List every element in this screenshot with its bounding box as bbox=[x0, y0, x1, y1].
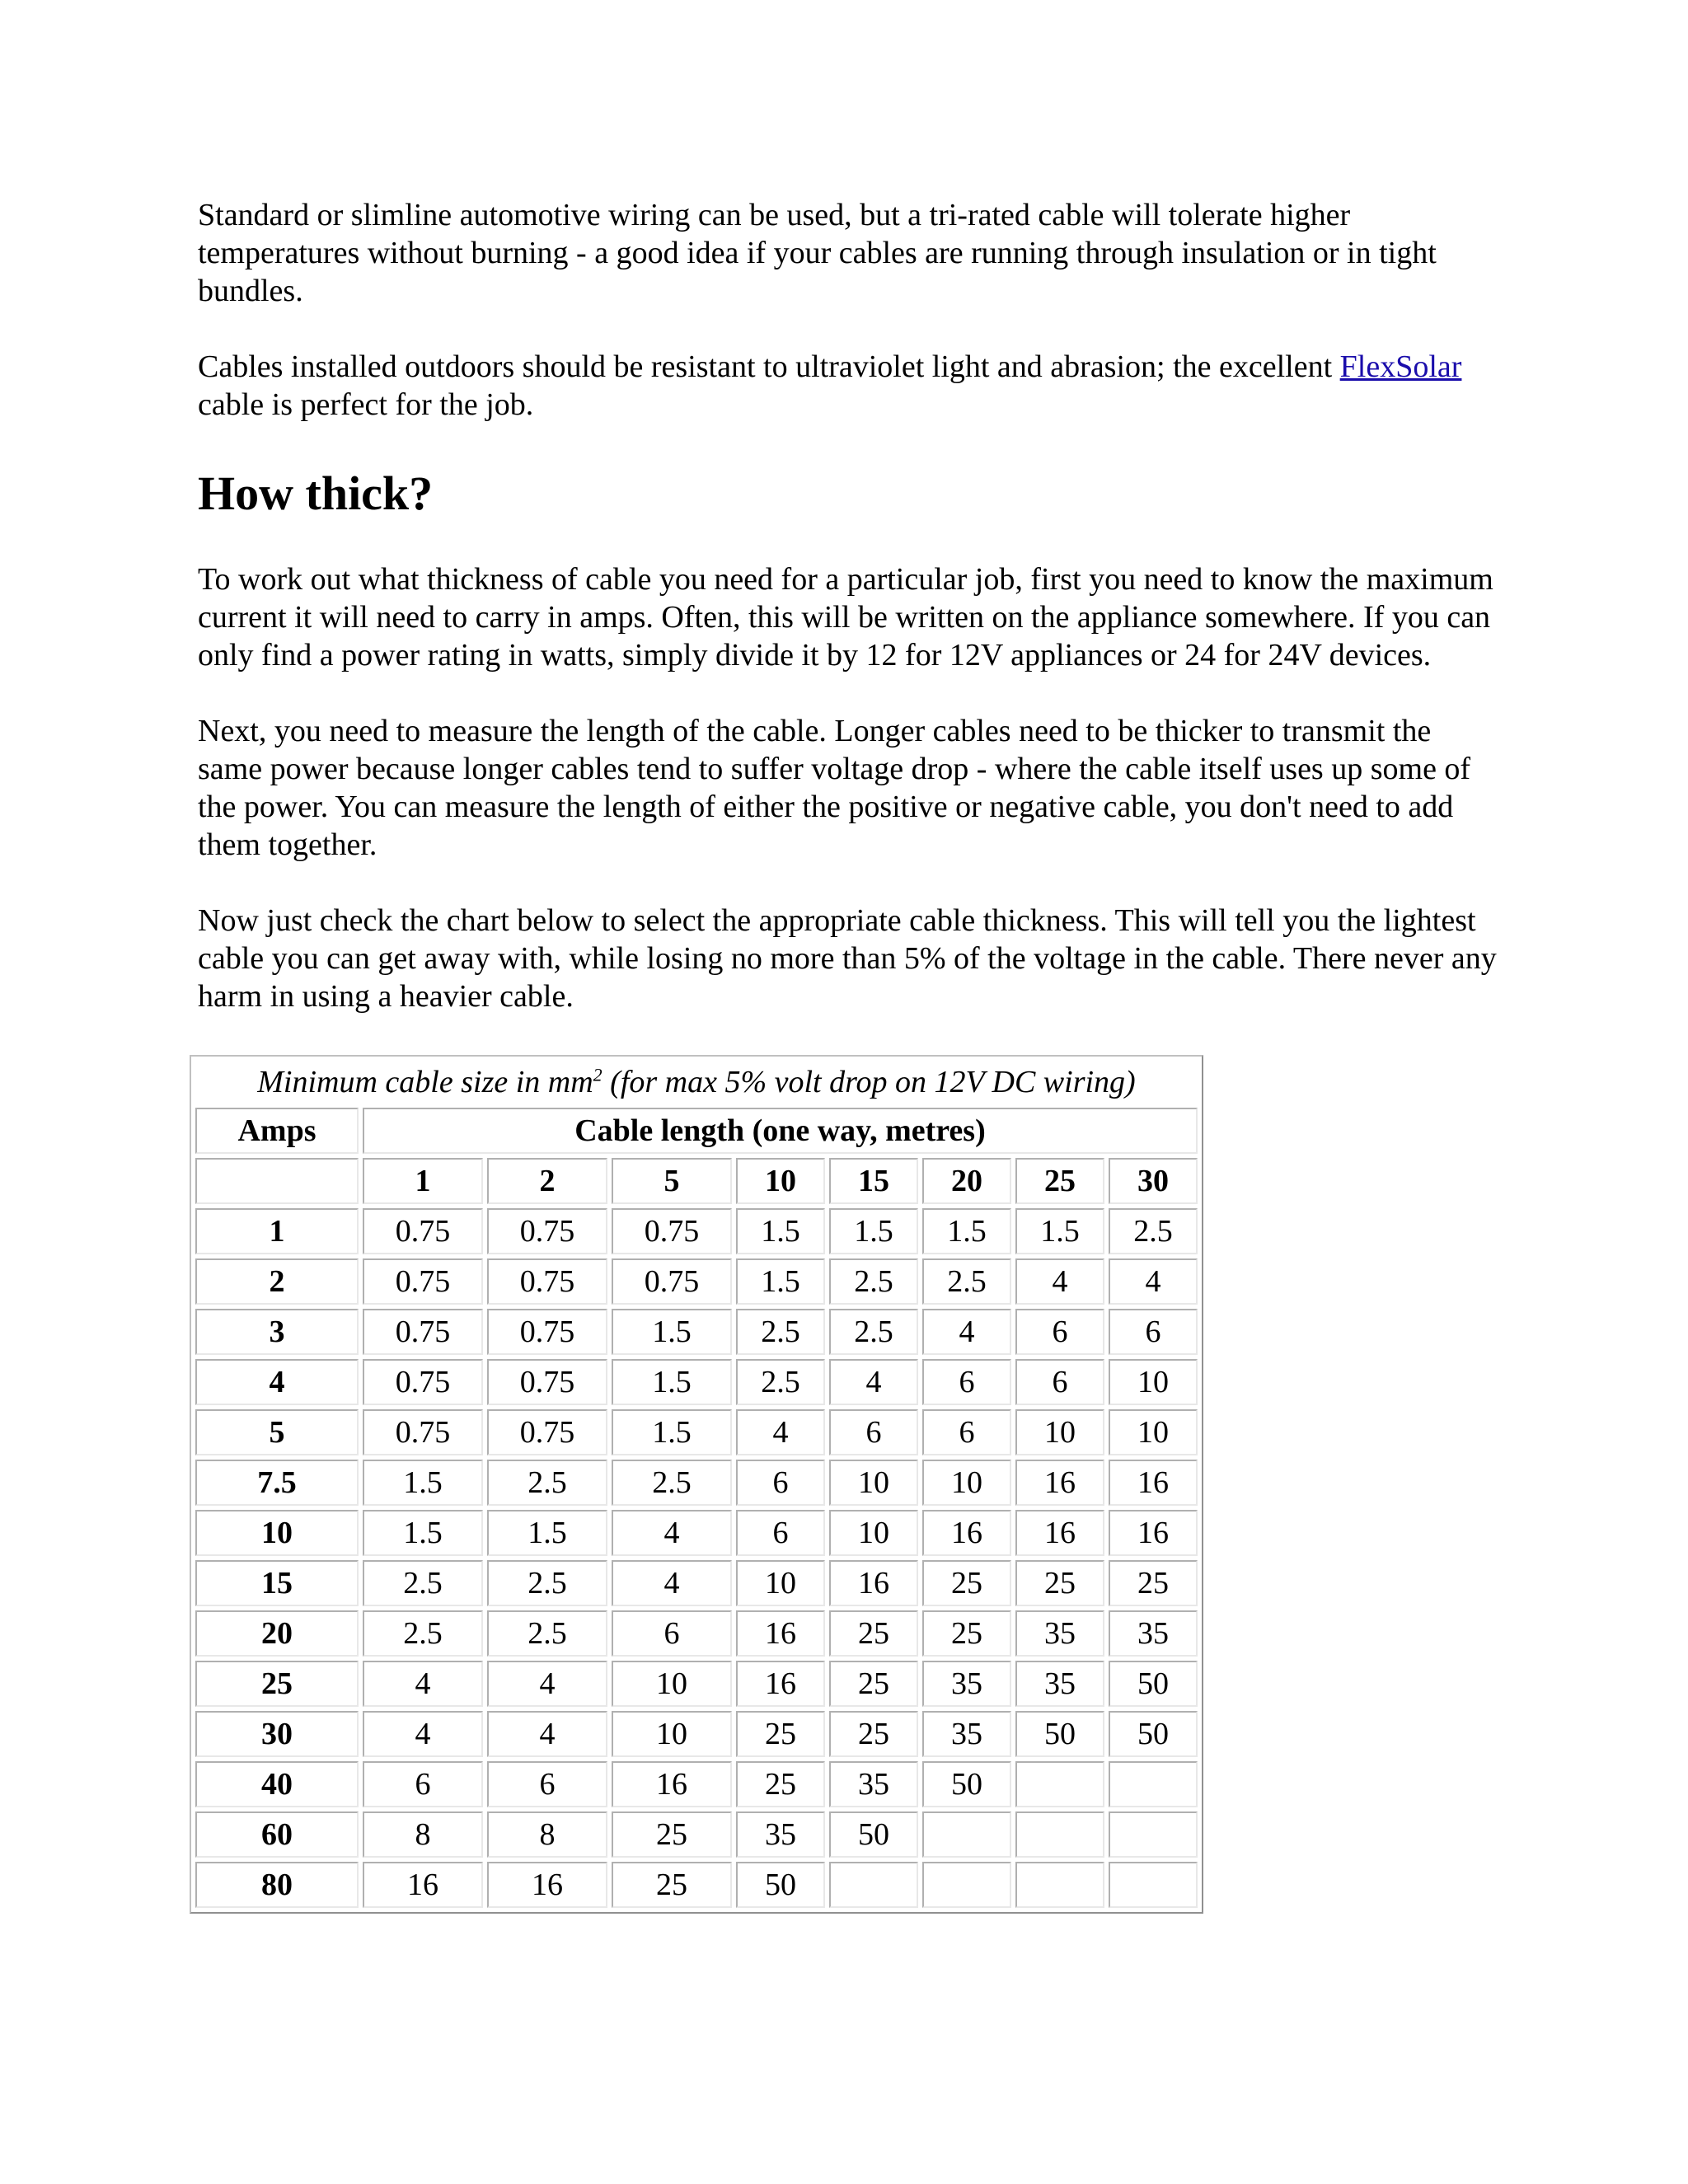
cable-size-cell: 35 bbox=[1015, 1610, 1104, 1657]
cable-size-cell: 2.5 bbox=[829, 1309, 918, 1355]
cable-size-cell: 10 bbox=[1109, 1359, 1198, 1405]
paragraph-wiring-types: Standard or slimline automotive wiring can be used, but a tri-rated cable will tolerate higher temperatures without burning - a good idea if your cables are running through insulation or in tight bundles. bbox=[198, 198, 1437, 308]
cable-size-cell: 2.5 bbox=[736, 1309, 825, 1355]
table-title-superscript: 2 bbox=[593, 1064, 603, 1085]
cable-size-cell: 35 bbox=[922, 1661, 1011, 1707]
cable-size-cell: 50 bbox=[922, 1761, 1011, 1807]
cable-size-cell: 35 bbox=[922, 1711, 1011, 1757]
cable-size-cell: 16 bbox=[829, 1560, 918, 1606]
paragraph-outdoor-cables bbox=[198, 348, 1500, 424]
cable-size-cell bbox=[1015, 1862, 1104, 1908]
cable-size-cell: 25 bbox=[922, 1560, 1011, 1606]
length-header: Cable length (one way, metres) bbox=[363, 1108, 1198, 1154]
cable-size-cell: 1.5 bbox=[612, 1309, 732, 1355]
cable-size-cell: 0.75 bbox=[363, 1409, 483, 1455]
table-row bbox=[195, 1510, 1198, 1556]
length-column-header: 15 bbox=[829, 1158, 918, 1204]
amps-cell: 2 bbox=[195, 1258, 359, 1305]
table-row bbox=[195, 1761, 1198, 1807]
document-page bbox=[198, 196, 1500, 1914]
table-corner-cell bbox=[195, 1158, 359, 1204]
cable-size-cell: 6 bbox=[487, 1761, 607, 1807]
length-column-header: 5 bbox=[612, 1158, 732, 1204]
table-row bbox=[195, 1610, 1198, 1657]
amps-cell: 1 bbox=[195, 1208, 359, 1254]
cable-size-cell: 2.5 bbox=[487, 1460, 607, 1506]
cable-size-cell: 4 bbox=[612, 1510, 732, 1556]
cable-size-cell: 2.5 bbox=[736, 1359, 825, 1405]
table-row bbox=[195, 1409, 1198, 1455]
cable-size-cell: 25 bbox=[829, 1661, 918, 1707]
cable-size-cell: 8 bbox=[487, 1811, 607, 1858]
paragraph-current: To work out what thickness of cable you need for a particular job, first you need to know the maximum current it will need to carry in amps. Often, this will be written on the appliance somewhere. If you can only find a power rating in watts, simply divide it by 12 for 12V appliances or 24 for 24V devices. bbox=[198, 562, 1493, 673]
amps-cell: 40 bbox=[195, 1761, 359, 1807]
cable-size-cell: 35 bbox=[829, 1761, 918, 1807]
cable-size-cell: 4 bbox=[487, 1661, 607, 1707]
cable-size-cell: 4 bbox=[736, 1409, 825, 1455]
cable-size-cell: 2.5 bbox=[363, 1610, 483, 1657]
cable-size-cell: 6 bbox=[1109, 1309, 1198, 1355]
cable-size-cell: 10 bbox=[612, 1661, 732, 1707]
cable-size-cell: 2.5 bbox=[487, 1560, 607, 1606]
amps-cell: 30 bbox=[195, 1711, 359, 1757]
cable-size-cell: 1.5 bbox=[736, 1258, 825, 1305]
cable-size-cell: 16 bbox=[1109, 1510, 1198, 1556]
cable-size-cell: 1.5 bbox=[487, 1510, 607, 1556]
amps-cell: 60 bbox=[195, 1811, 359, 1858]
cable-size-cell: 16 bbox=[612, 1761, 732, 1807]
cable-size-cell: 25 bbox=[829, 1610, 918, 1657]
cable-size-cell: 10 bbox=[612, 1711, 732, 1757]
cable-size-cell: 0.75 bbox=[363, 1258, 483, 1305]
cable-size-cell: 10 bbox=[922, 1460, 1011, 1506]
length-column-header: 1 bbox=[363, 1158, 483, 1204]
paragraph-chart-instructions: Now just check the chart below to select the appropriate cable thickness. This will tell you the lightest cable you can get away with, while losing no more than 5% of the voltage in the cable. There never any harm in using a heavier cable. bbox=[198, 903, 1497, 1014]
length-column-header: 25 bbox=[1015, 1158, 1104, 1204]
length-column-header: 2 bbox=[487, 1158, 607, 1204]
cable-size-cell: 0.75 bbox=[487, 1359, 607, 1405]
cable-size-cell bbox=[1109, 1862, 1198, 1908]
cable-size-cell: 6 bbox=[922, 1359, 1011, 1405]
paragraph-text: cable is perfect for the job. bbox=[198, 387, 534, 422]
cable-size-cell: 16 bbox=[1015, 1510, 1104, 1556]
cable-size-cell: 25 bbox=[1015, 1560, 1104, 1606]
length-column-header: 10 bbox=[736, 1158, 825, 1204]
cable-size-cell: 6 bbox=[1015, 1359, 1104, 1405]
amps-cell: 7.5 bbox=[195, 1460, 359, 1506]
cable-size-cell: 16 bbox=[1015, 1460, 1104, 1506]
cable-size-cell bbox=[1015, 1761, 1104, 1807]
cable-size-cell: 2.5 bbox=[612, 1460, 732, 1506]
cable-size-cell: 25 bbox=[736, 1711, 825, 1757]
cable-size-cell: 6 bbox=[736, 1510, 825, 1556]
cable-size-cell: 6 bbox=[922, 1409, 1011, 1455]
cable-size-cell: 0.75 bbox=[487, 1309, 607, 1355]
cable-size-cell: 10 bbox=[1015, 1409, 1104, 1455]
cable-size-cell: 10 bbox=[829, 1460, 918, 1506]
cable-size-cell: 2.5 bbox=[487, 1610, 607, 1657]
amps-cell: 3 bbox=[195, 1309, 359, 1355]
amps-cell: 80 bbox=[195, 1862, 359, 1908]
cable-size-cell: 0.75 bbox=[487, 1208, 607, 1254]
cable-size-cell: 4 bbox=[487, 1711, 607, 1757]
table-header-row bbox=[195, 1108, 1198, 1154]
cable-size-cell: 16 bbox=[487, 1862, 607, 1908]
cable-size-cell bbox=[1015, 1811, 1104, 1858]
cable-size-cell: 50 bbox=[1109, 1711, 1198, 1757]
length-column-header: 20 bbox=[922, 1158, 1011, 1204]
cable-size-cell: 0.75 bbox=[487, 1258, 607, 1305]
table-row bbox=[195, 1811, 1198, 1858]
cable-size-cell: 25 bbox=[736, 1761, 825, 1807]
cable-size-cell bbox=[1109, 1761, 1198, 1807]
cable-size-cell: 1.5 bbox=[612, 1409, 732, 1455]
table-row bbox=[195, 1711, 1198, 1757]
cable-size-cell: 1.5 bbox=[829, 1208, 918, 1254]
cable-size-cell: 10 bbox=[736, 1560, 825, 1606]
cable-size-cell: 2.5 bbox=[363, 1560, 483, 1606]
amps-header: Amps bbox=[195, 1108, 359, 1154]
cable-size-cell: 25 bbox=[612, 1811, 732, 1858]
cable-size-cell: 4 bbox=[363, 1711, 483, 1757]
amps-cell: 10 bbox=[195, 1510, 359, 1556]
cable-size-cell: 35 bbox=[1109, 1610, 1198, 1657]
cable-size-cell: 2.5 bbox=[829, 1258, 918, 1305]
table-row bbox=[195, 1460, 1198, 1506]
cable-size-cell: 0.75 bbox=[487, 1409, 607, 1455]
cable-size-cell: 4 bbox=[363, 1661, 483, 1707]
table-row bbox=[195, 1208, 1198, 1254]
table-row bbox=[195, 1258, 1198, 1305]
table-title-text: (for max 5% volt drop on 12V DC wiring) bbox=[602, 1065, 1136, 1099]
cable-size-cell: 0.75 bbox=[612, 1208, 732, 1254]
cable-size-cell bbox=[922, 1862, 1011, 1908]
cable-size-cell: 50 bbox=[829, 1811, 918, 1858]
table-title-row bbox=[195, 1061, 1198, 1104]
cable-size-cell: 6 bbox=[736, 1460, 825, 1506]
cable-size-cell: 1.5 bbox=[922, 1208, 1011, 1254]
cable-size-table bbox=[190, 1055, 1203, 1914]
cable-size-cell: 0.75 bbox=[363, 1208, 483, 1254]
cable-size-cell: 25 bbox=[612, 1862, 732, 1908]
table-row bbox=[195, 1359, 1198, 1405]
cable-size-cell: 25 bbox=[1109, 1560, 1198, 1606]
cable-size-cell: 8 bbox=[363, 1811, 483, 1858]
cable-size-cell: 10 bbox=[829, 1510, 918, 1556]
cable-size-cell: 6 bbox=[1015, 1309, 1104, 1355]
section-heading: How thick? bbox=[198, 466, 434, 520]
table-row bbox=[195, 1661, 1198, 1707]
paragraph-text: Cables installed outdoors should be resistant to ultraviolet light and abrasion; the excellent bbox=[198, 349, 1340, 384]
flexsolar-link[interactable]: FlexSolar bbox=[1339, 349, 1462, 384]
cable-size-cell: 35 bbox=[1015, 1661, 1104, 1707]
paragraph-length: Next, you need to measure the length of the cable. Longer cables need to be thicker to transmit the same power because longer cables tend to suffer voltage drop - where the cable itself uses up some of the power. You can measure the length of either the positive or negative cable, you don't need to add them together. bbox=[198, 714, 1471, 862]
cable-size-cell: 2.5 bbox=[1109, 1208, 1198, 1254]
cable-size-cell: 4 bbox=[922, 1309, 1011, 1355]
cable-size-cell: 0.75 bbox=[363, 1359, 483, 1405]
amps-cell: 15 bbox=[195, 1560, 359, 1606]
cable-size-cell: 16 bbox=[736, 1610, 825, 1657]
cable-size-cell: 6 bbox=[363, 1761, 483, 1807]
cable-size-cell: 4 bbox=[612, 1560, 732, 1606]
amps-cell: 20 bbox=[195, 1610, 359, 1657]
amps-cell: 5 bbox=[195, 1409, 359, 1455]
cable-size-cell: 0.75 bbox=[363, 1309, 483, 1355]
amps-cell: 4 bbox=[195, 1359, 359, 1405]
cable-size-cell: 1.5 bbox=[1015, 1208, 1104, 1254]
cable-size-cell: 50 bbox=[1109, 1661, 1198, 1707]
cable-size-cell: 1.5 bbox=[363, 1510, 483, 1556]
table-title bbox=[195, 1061, 1198, 1104]
table-row bbox=[195, 1309, 1198, 1355]
amps-cell: 25 bbox=[195, 1661, 359, 1707]
cable-size-cell: 16 bbox=[922, 1510, 1011, 1556]
table-length-row bbox=[195, 1158, 1198, 1204]
cable-size-cell: 2.5 bbox=[922, 1258, 1011, 1305]
cable-size-cell: 6 bbox=[612, 1610, 732, 1657]
cable-size-cell: 1.5 bbox=[736, 1208, 825, 1254]
cable-size-cell: 25 bbox=[922, 1610, 1011, 1657]
cable-size-cell: 50 bbox=[736, 1862, 825, 1908]
table-row bbox=[195, 1862, 1198, 1908]
cable-size-cell: 35 bbox=[736, 1811, 825, 1858]
cable-size-cell: 16 bbox=[736, 1661, 825, 1707]
cable-size-cell: 50 bbox=[1015, 1711, 1104, 1757]
cable-size-cell: 4 bbox=[1015, 1258, 1104, 1305]
cable-size-cell: 16 bbox=[363, 1862, 483, 1908]
cable-size-cell: 1.5 bbox=[363, 1460, 483, 1506]
cable-size-cell bbox=[922, 1811, 1011, 1858]
cable-size-cell bbox=[1109, 1811, 1198, 1858]
cable-size-cell bbox=[829, 1862, 918, 1908]
table-title-text: Minimum cable size in mm bbox=[257, 1065, 593, 1099]
cable-size-cell: 6 bbox=[829, 1409, 918, 1455]
cable-size-cell: 25 bbox=[829, 1711, 918, 1757]
table-row bbox=[195, 1560, 1198, 1606]
cable-size-cell: 1.5 bbox=[612, 1359, 732, 1405]
cable-size-cell: 16 bbox=[1109, 1460, 1198, 1506]
length-column-header: 30 bbox=[1109, 1158, 1198, 1204]
cable-size-cell: 0.75 bbox=[612, 1258, 732, 1305]
cable-size-cell: 10 bbox=[1109, 1409, 1198, 1455]
cable-size-cell: 4 bbox=[829, 1359, 918, 1405]
cable-size-cell: 4 bbox=[1109, 1258, 1198, 1305]
